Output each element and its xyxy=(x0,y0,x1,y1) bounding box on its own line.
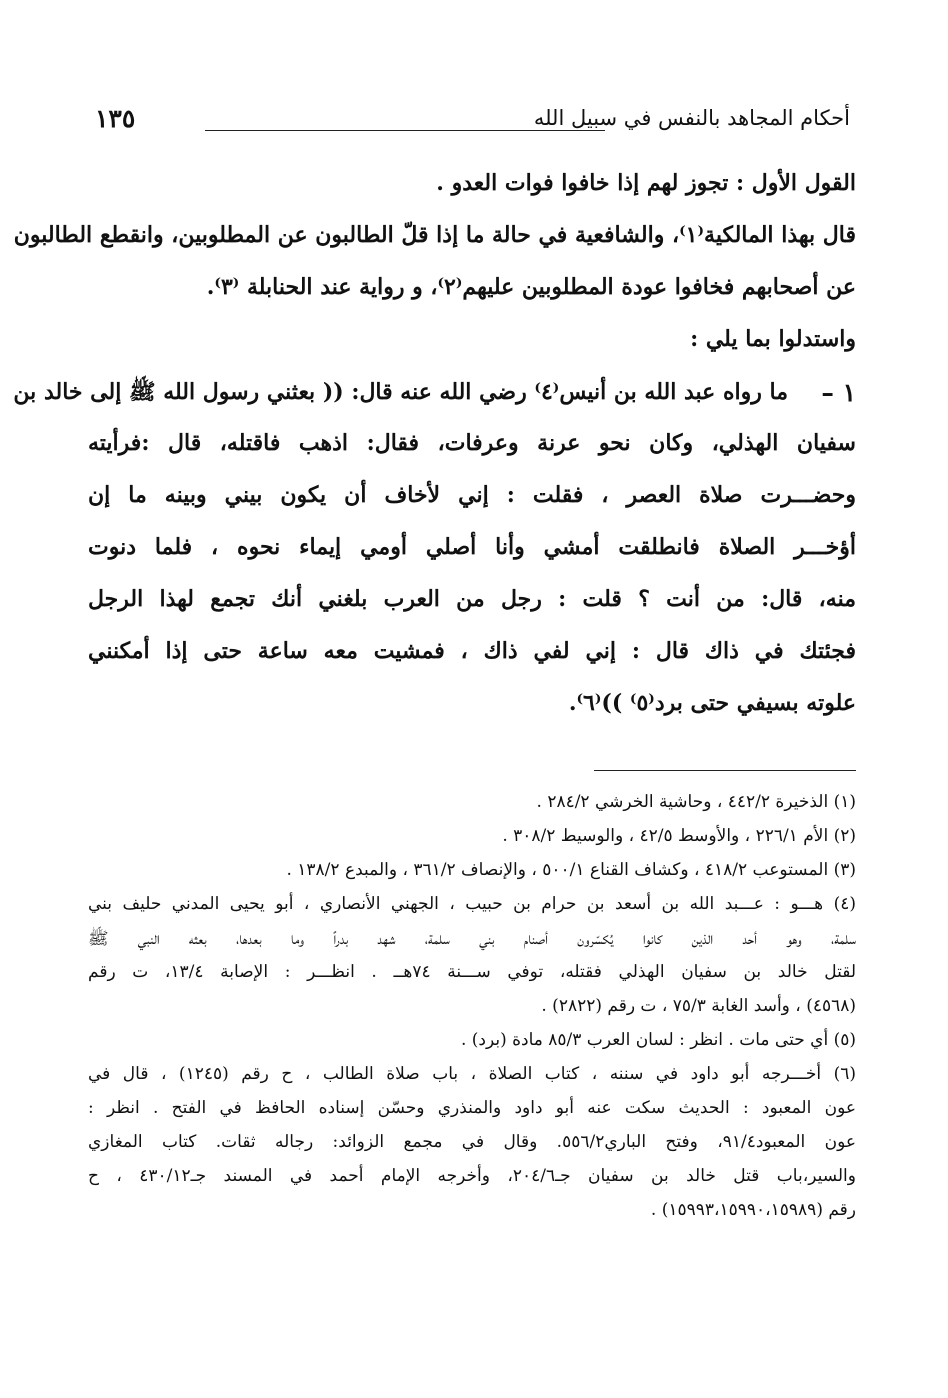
footnote: (٣) المستوعب ٤١٨/٢ ، وكشاف القناع ٥٠٠/١ ، والإنصاف ٣٦١/٢ ، والمبدع ١٣٨/٢ . xyxy=(286,860,856,880)
footnote-continuation: سلمة، وهو أحد الذين كانوا يُكسّرون أصنام بني سلمة، شهد بدراً وما بعدها، بعثه النبي ﷺ xyxy=(88,929,856,949)
footnote-continuation: رقم (١٥٩٩٣،١٥٩٩٠،١٥٩٨٩) . xyxy=(650,1200,856,1220)
footnote: (٥) أي حتى مات . انظر : لسان العرب ٨٥/٣ مادة (برد) . xyxy=(460,1030,856,1050)
footnote-separator xyxy=(594,770,856,771)
hadith-line: منه، قال: من أنت ؟ قلت : رجل من العرب بلغني أنك تجمع لهذا الرجل xyxy=(88,586,856,612)
footnote: (٢) الأم ٢٢٦/١ ، والأوسط ٤٢/٥ ، والوسيط ٣٠٨/٢ . xyxy=(502,826,856,846)
footnote-continuation: والسير،باب قتل خالد بن سفيان جـ٢٠٤/٦، وأخرجه الإمام أحمد في المسند جـ٤٣٠/١٢ ، ح xyxy=(88,1166,856,1186)
running-header xyxy=(90,104,850,138)
running-title: أحكام المجاهد بالنفس في سبيل الله xyxy=(533,106,850,130)
hadith-line: فجئتك في ذاك قال : إني لفي ذاك ، فمشيت معه ساعة حتى إذا أمكنني xyxy=(88,638,856,664)
header-rule xyxy=(205,130,605,131)
opinion-heading: القول الأول : تجوز لهم إذا خافوا فوات العدو . xyxy=(436,170,856,196)
hadith-line: علوته بسيفي حتى برد⁽٥⁾ ))⁽٦⁾. xyxy=(568,690,856,716)
paragraph-line: قال بهذا المالكية⁽١⁾، والشافعية في حالة ما إذا قلّ الطالبون عن المطلوبين، وانقطع الطالبون xyxy=(13,222,856,248)
hadith-line: أؤخـــر الصلاة فانطلقت أمشي وأنا أصلي أومي إيماء نحوه ، فلما دنوت xyxy=(88,534,856,560)
list-item-number: ١ – xyxy=(821,378,856,407)
hadith-line: سفيان الهذلي، وكان نحو عرنة وعرفات، فقال: اذهب فاقتله، قال :فرأيته xyxy=(88,430,856,456)
paragraph-line: عن أصحابهم فخافوا عودة المطلوبين عليهم⁽٢⁾، و رواية عند الحنابلة ⁽٣⁾. xyxy=(206,274,856,300)
evidence-intro: واستدلوا بما يلي : xyxy=(690,326,856,352)
hadith-line: ما رواه عبد الله بن أنيس⁽٤⁾ رضي الله عنه قال: (( بعثني رسول الله ﷺ إلى خالد بن xyxy=(13,379,788,405)
page-number: ١٣٥ xyxy=(95,104,136,133)
footnote-continuation: عون المعبود٩١/٤، وفتح الباري٥٥٦/٢. وقال في مجمع الزوائد: رجاله ثقات. كتاب المغازي xyxy=(88,1132,857,1152)
hadith-line: وحضـــرت صلاة العصر ، فقلت : إني لأخاف أن يكون بيني وبينه ما إن xyxy=(88,482,856,508)
footnote: (٦) أخـــرجه أبو داود في سننه ، كتاب الصلاة ، باب صلاة الطالب ، ح رقم (١٢٤٥) ، قال في xyxy=(88,1064,856,1084)
footnote: (٤) هـــو : عـــبد الله بن أسعد بن حرام بن حبيب ، الجهني الأنصاري ، أبو يحيى المدني حليف بني xyxy=(88,894,856,914)
footnote-continuation: (٤٥٦٨) ، وأسد الغابة ٧٥/٣ ، ت رقم (٢٨٢٢) . xyxy=(541,996,856,1016)
footnote-continuation: لقتل خالد بن سفيان الهذلي فقتله، توفي ســـنة ٧٤هــ . انظـــر : الإصابة ١٣/٤، ت رقم xyxy=(88,962,856,982)
footnote: (١) الذخيرة ٤٤٢/٢ ، وحاشية الخرشي ٢٨٤/٢ . xyxy=(536,792,856,812)
footnote-continuation: عون المعبود : الحديث سكت عنه أبو داود والمنذري وحسّن إسناده الحافظ في الفتح . انظر : xyxy=(88,1098,856,1118)
